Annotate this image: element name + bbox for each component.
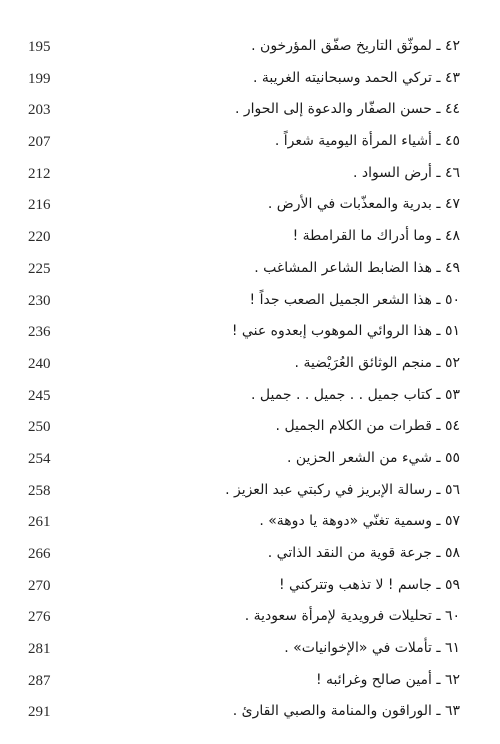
toc-entry-title: ٥٤ ـ قطرات من الكلام الجميل . bbox=[275, 418, 460, 435]
toc-page-number: 225 bbox=[28, 260, 51, 277]
toc-row bbox=[0, 476, 500, 508]
toc-page-number: 212 bbox=[28, 165, 51, 182]
toc-page-number: 261 bbox=[28, 514, 51, 531]
toc-row bbox=[0, 190, 500, 222]
toc-entry-title: ٦١ ـ تأملات في «الإخوانيات» . bbox=[284, 640, 460, 657]
toc-page-number: 203 bbox=[28, 102, 51, 119]
toc-entry-title: ٦٠ ـ تحليلات فرويدية لإمرأة سعودية . bbox=[244, 608, 460, 625]
toc-row bbox=[0, 64, 500, 96]
toc-row bbox=[0, 95, 500, 127]
toc-entry-title: ٥٧ ـ وسمية تغنّي «دوهة يا دوهة» . bbox=[259, 513, 460, 530]
toc-entry-title: ٥٩ ـ جاسم ! لا تذهب وتتركني ! bbox=[278, 576, 460, 593]
toc-entry-title: ٦٣ ـ الوراقون والمنامة والصبي القارئ . bbox=[232, 703, 460, 720]
toc-entry-title: ٥٢ ـ منجم الوثائق العُرَيْضية . bbox=[294, 354, 460, 371]
toc-entry-title: ٦٢ ـ أمين صالح وغرائبه ! bbox=[315, 671, 460, 688]
toc-page-number: 291 bbox=[28, 704, 51, 721]
toc-page-number: 216 bbox=[28, 197, 51, 214]
toc-row bbox=[0, 697, 500, 729]
toc-row bbox=[0, 349, 500, 381]
toc-page-number: 220 bbox=[28, 229, 51, 246]
toc-page-number: 258 bbox=[28, 482, 51, 499]
toc-entry-title: ٥١ ـ هذا الروائي الموهوب إبعدوه عني ! bbox=[231, 323, 460, 340]
toc-entry-title: ٥٣ ـ كتاب جميل . . جميل . . جميل . bbox=[251, 386, 460, 403]
toc-page-number: 195 bbox=[28, 39, 51, 55]
toc-row bbox=[0, 317, 500, 349]
toc-entry-title: ٤٦ ـ أرض السواد . bbox=[353, 164, 460, 181]
toc-page-number: 276 bbox=[28, 609, 51, 626]
toc-page-number: 230 bbox=[28, 292, 51, 309]
toc-entry-title: ٥٠ ـ هذا الشعر الجميل الصعب جداً ! bbox=[249, 291, 460, 308]
toc-entry-title: ٤٨ ـ وما أدراك ما القرامطة ! bbox=[292, 228, 460, 245]
toc-page-number: 270 bbox=[28, 577, 51, 594]
toc-page-number: 287 bbox=[28, 672, 51, 689]
toc-page-number: 245 bbox=[28, 387, 51, 404]
toc-row bbox=[0, 634, 500, 666]
toc-page-number: 266 bbox=[28, 546, 51, 562]
toc-page-number: 281 bbox=[28, 641, 51, 658]
toc-row bbox=[0, 159, 500, 191]
toc-entry-title: ٥٨ ـ جرعة قوية من النقد الذاتي . bbox=[267, 545, 460, 561]
toc-page-number: 254 bbox=[28, 450, 51, 467]
toc-page-number: 207 bbox=[28, 134, 51, 151]
toc-row bbox=[0, 602, 500, 634]
toc-row bbox=[0, 412, 500, 444]
toc-entry-title: ٤٩ ـ هذا الضابط الشاعر المشاغب . bbox=[254, 259, 460, 276]
toc-row bbox=[0, 127, 500, 159]
toc-row bbox=[0, 381, 500, 413]
toc-row bbox=[0, 254, 500, 286]
toc-page-number: 250 bbox=[28, 419, 51, 436]
toc-entry-title: ٤٤ ـ حسن الصفّار والدعوة إلى الحوار . bbox=[234, 101, 460, 118]
toc-entry-title: ٤٢ ـ لموثّق التاريخ صفّق المؤرخون . bbox=[251, 38, 460, 54]
toc-row bbox=[0, 666, 500, 698]
toc-page-number: 240 bbox=[28, 355, 51, 372]
toc-row bbox=[0, 571, 500, 603]
toc-row bbox=[0, 286, 500, 318]
toc-entry-title: ٥٥ ـ شيء من الشعر الحزين . bbox=[286, 449, 460, 466]
toc-entry-title: ٤٧ ـ بدرية والمعذّبات في الأرض . bbox=[267, 196, 460, 213]
toc-page-number: 236 bbox=[28, 324, 51, 341]
toc-entry-title: ٥٦ ـ رسالة الإبريز في ركبتي عبد العزيز . bbox=[225, 481, 460, 498]
toc-row bbox=[0, 539, 500, 571]
toc-row bbox=[0, 444, 500, 476]
toc-row bbox=[0, 222, 500, 254]
toc-row bbox=[0, 507, 500, 539]
table-of-contents bbox=[0, 32, 500, 729]
toc-page-number: 199 bbox=[28, 70, 51, 87]
toc-row bbox=[0, 32, 500, 64]
toc-entry-title: ٤٥ ـ أشياء المرأة اليومية شعراً . bbox=[274, 133, 460, 150]
toc-entry-title: ٤٣ ـ تركي الحمد وسبحانيته الغريبة . bbox=[252, 69, 460, 86]
